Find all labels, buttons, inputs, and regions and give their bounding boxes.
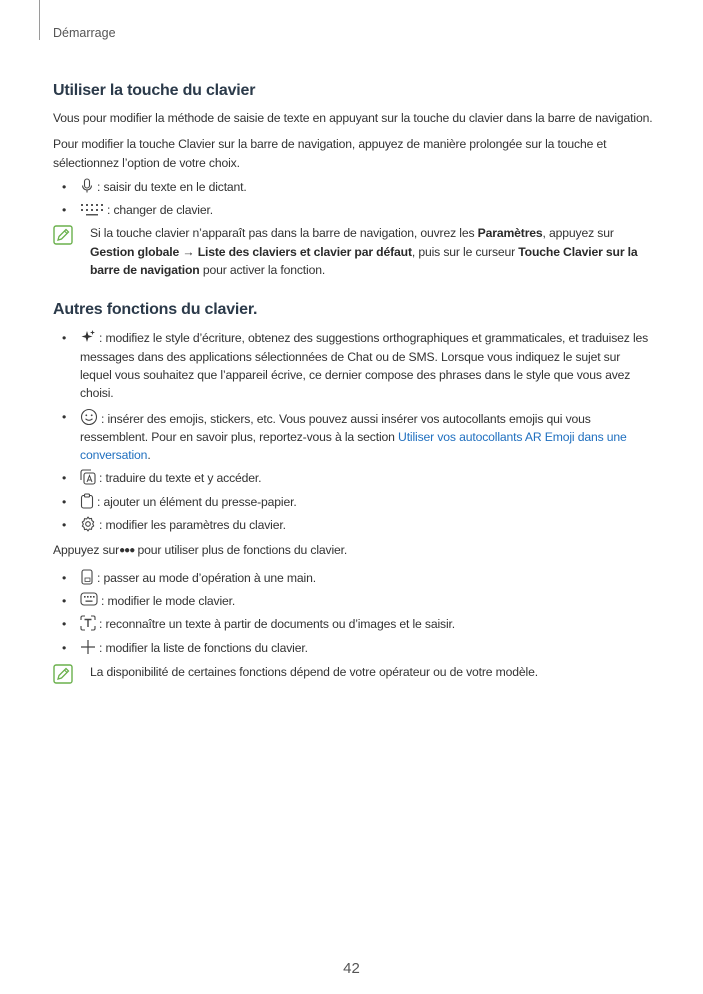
section-title-other-functions: Autres fonctions du clavier. <box>53 301 258 319</box>
translate-icon <box>80 469 96 485</box>
paragraph: Pour modifier la touche Clavier sur la barre de navigation, appuyez de manière prolongée sur la touche et sélectionnez l’option de votre choix. <box>53 137 607 170</box>
keyboard-mode-icon <box>80 592 98 608</box>
list-item: • : traduire du texte et y accéder. <box>62 471 262 486</box>
clipboard-icon <box>80 493 94 509</box>
microphone-icon <box>80 178 94 194</box>
list-item: • : saisir du texte en le dictant. <box>62 179 247 194</box>
list-item: • : passer au mode d’opération à une main. <box>62 570 316 585</box>
list-item: • : modifier la liste de fonctions du clavier. <box>62 640 308 655</box>
paragraph: Appuyez sur●●● pour utiliser plus de fonctions du clavier. <box>53 543 348 558</box>
link-ar-emoji-stickers[interactable]: Utiliser vos autocollants AR Emoji dans une conversation <box>80 429 627 463</box>
header-rule <box>39 0 40 40</box>
note-pencil-icon <box>53 664 73 689</box>
list-item: • : changer de clavier. <box>62 203 213 218</box>
keyboard-grid-icon <box>80 203 104 217</box>
note-box: La disponibilité de certaines fonctions dépend de votre opérateur ou de votre modèle. <box>53 663 653 681</box>
section-title-keyboard-key: Utiliser la touche du clavier <box>53 82 256 99</box>
more-options-icon: ●●● <box>119 545 135 557</box>
gear-icon <box>80 516 96 532</box>
bullet-list <box>53 178 653 220</box>
paragraph: Vous pour modifier la méthode de saisie de texte en appuyant sur la touche du clavier dans la barre de navigation. <box>53 111 653 125</box>
list-item: • : reconnaître un texte à partir de documents ou d’images et le saisir. <box>62 617 455 632</box>
smiley-icon <box>80 408 98 426</box>
page-content <box>53 82 653 681</box>
page-number: 42 <box>343 960 360 977</box>
sparkle-icon <box>80 329 96 345</box>
note-box: Si la touche clavier n’apparaît pas dans la barre de navigation, ouvrez les Paramètres, appuyez sur Gestion globale → Liste des claviers et clavier par défaut, puis sur le curseur Touche Clavier sur la barre de navigation pour activer la fonction. <box>53 224 653 279</box>
text-extract-icon <box>80 615 96 631</box>
plus-icon <box>80 639 96 655</box>
bullet-list <box>53 329 653 534</box>
section-label: Démarrage <box>53 26 116 40</box>
list-item: • : modifier les paramètres du clavier. <box>62 518 286 533</box>
list-item: • : modifier le mode clavier. <box>62 593 236 608</box>
list-item: • : modifiez le style d’écriture, obtenez des suggestions orthographiques et grammaticales, et traduisez les messages dans des applications sélectionnées de Chat ou de SMS. Lorsque vous indiquez le sujet sur lequel vous souhaitez que l’appareil écrive, ce dernier compose des phrases dans le style que vous avez choisi. <box>62 331 649 401</box>
list-item: • : insérer des emojis, stickers, etc. Vous pouvez aussi insérer vos autocollants emojis qui vous ressemblent. Pour en savoir plus, reportez-vous à la section Utiliser vos autocollants AR Emoji dans une conversation. <box>62 409 627 463</box>
bullet-list <box>53 569 653 657</box>
one-hand-icon <box>80 569 94 585</box>
list-item: • : ajouter un élément du presse-papier. <box>62 494 297 509</box>
note-pencil-icon <box>53 225 73 250</box>
